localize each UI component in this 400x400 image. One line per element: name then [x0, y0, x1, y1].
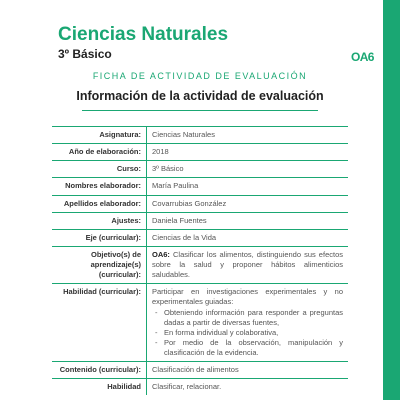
row-label: Año de elaboración:: [52, 144, 147, 161]
table-row: [52, 212, 348, 229]
grade-label: 3º Básico: [58, 47, 112, 61]
table-row: [52, 127, 348, 144]
table-row-contenido: [52, 362, 348, 379]
row-label: Asignatura:: [52, 127, 147, 144]
table-row: [52, 195, 348, 212]
list-item: - Obteniendo información para responder a preguntas dadas a partir de diversas fuentes,: [164, 308, 343, 328]
habilidad-intro: Participar en investigaciones experimentales y no experimentales guiadas:: [152, 287, 343, 307]
row-value: María Paulina: [147, 178, 349, 195]
row-value: 2018: [147, 144, 349, 161]
table-row: [52, 229, 348, 246]
oa-code: OA6: [351, 50, 374, 64]
row-label: Curso:: [52, 161, 147, 178]
row-value: 3º Básico: [147, 161, 349, 178]
objetivo-text: Clasificar los alimentos, distinguiendo sus efectos sobre la salud y proponer hábitos alimenticios saludables.: [152, 249, 343, 280]
list-item: - En forma individual y colaborativa,: [164, 328, 343, 338]
row-value: Ciencias de la Vida: [147, 229, 349, 246]
table-row-habilidad: [52, 284, 348, 362]
habilidad-label: Habilidad (curricular):: [52, 284, 147, 362]
habilidad2-label: Habilidad: [52, 379, 147, 396]
table-row-objetivo: [52, 246, 348, 283]
contenido-label: Contenido (curricular):: [52, 362, 147, 379]
heading-underline: [82, 110, 318, 111]
row-label: Apellidos elaborador:: [52, 195, 147, 212]
row-value: Covarrubias González: [147, 195, 349, 212]
list-item: - Por medio de la observación, manipulación y clasificación de la evidencia.: [164, 338, 343, 358]
habilidad-list: [152, 308, 343, 359]
section-heading: Información de la actividad de evaluación: [76, 89, 324, 103]
habilidad-value: [147, 284, 349, 362]
row-value: Ciencias Naturales: [147, 127, 349, 144]
objetivo-code: OA6:: [152, 249, 170, 259]
row-label: Ajustes:: [52, 212, 147, 229]
objetivo-label: Objetivo(s) de aprendizaje(s) (curricular):: [52, 246, 147, 283]
table-row: [52, 178, 348, 195]
table-row: [52, 161, 348, 178]
side-accent-bar: [383, 0, 400, 400]
row-label: Eje (curricular):: [52, 229, 147, 246]
page-title: Ciencias Naturales: [58, 24, 229, 45]
row-value: Daniela Fuentes: [147, 212, 349, 229]
document-subtitle: FICHA DE ACTIVIDAD DE EVALUACIÓN: [92, 71, 308, 81]
row-label: Nombres elaborador:: [52, 178, 147, 195]
contenido-value: Clasificación de alimentos: [147, 362, 349, 379]
table-row-habilidad-2: [52, 379, 348, 396]
habilidad2-value: Clasificar, relacionar.: [147, 379, 349, 396]
info-table: [52, 126, 348, 395]
table-row: [52, 144, 348, 161]
objetivo-value: [147, 246, 349, 283]
